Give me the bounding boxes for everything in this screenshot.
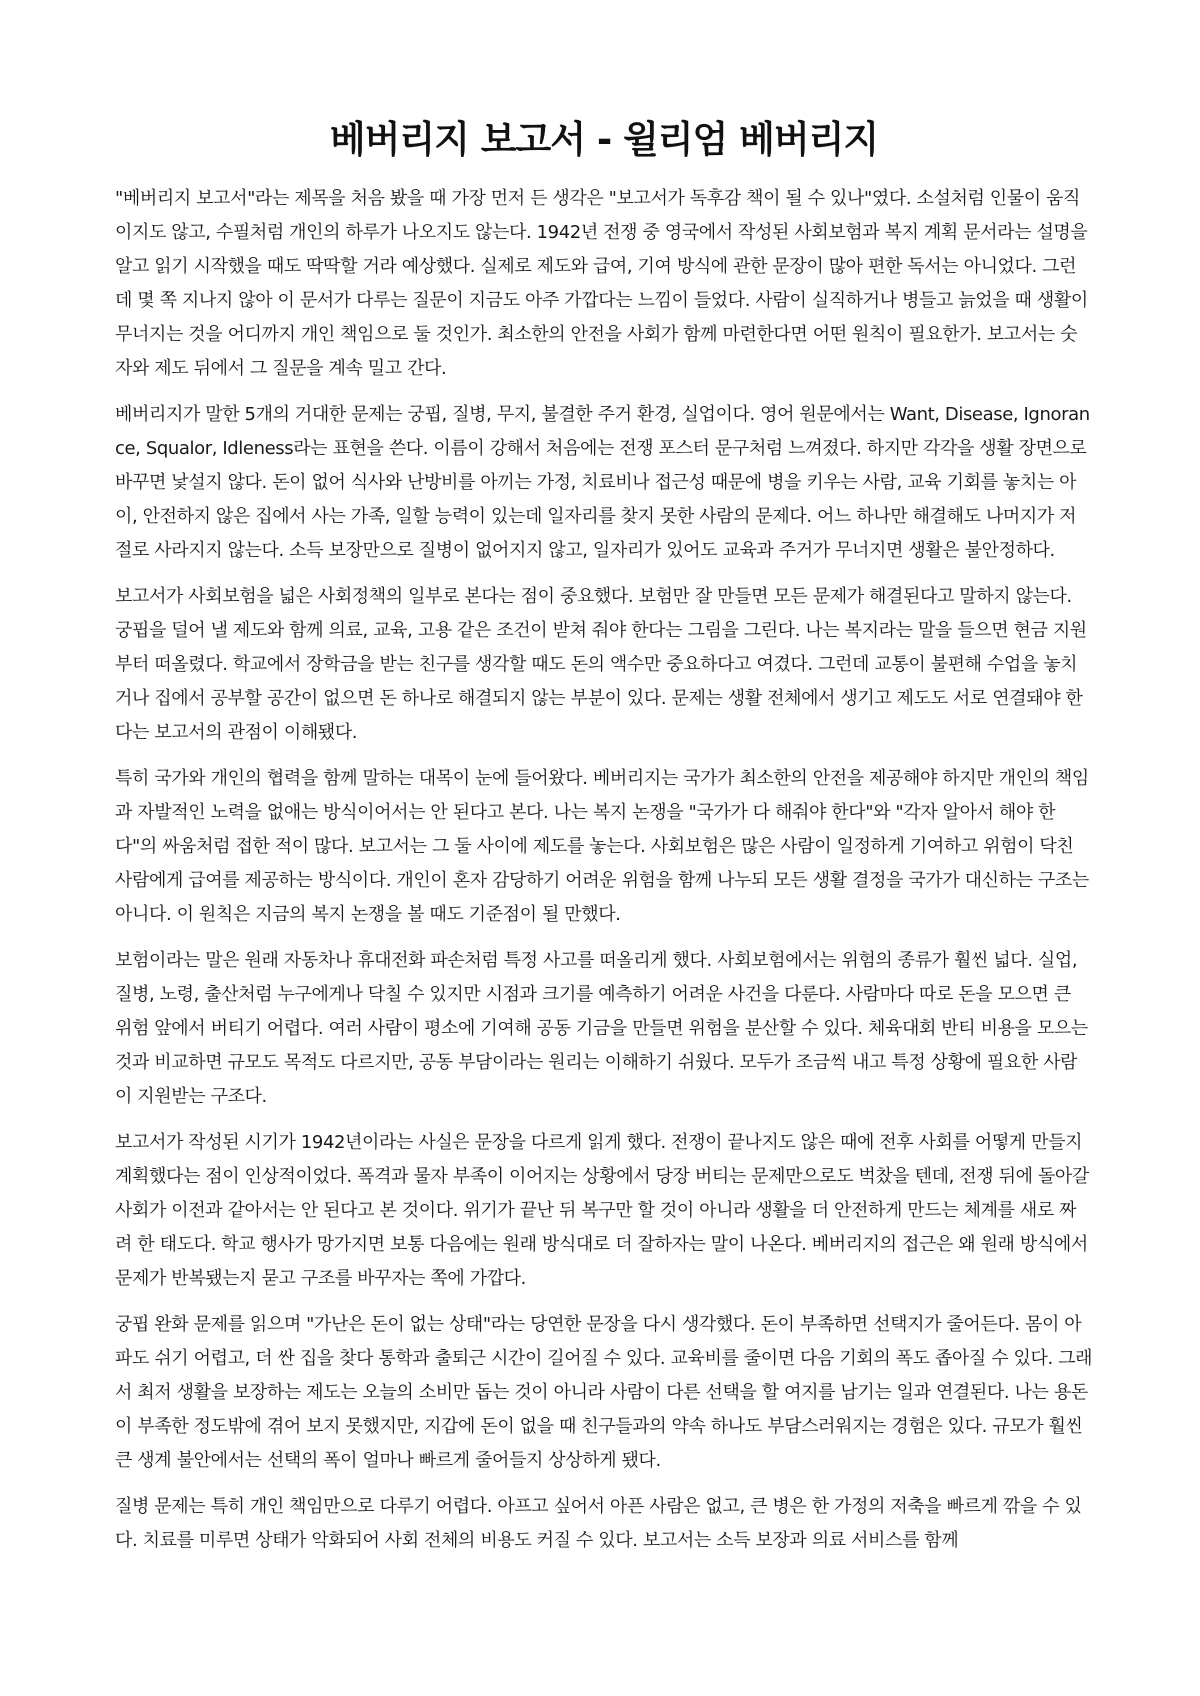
paragraph-2: 베버리지가 말한 5개의 거대한 문제는 궁핍, 질병, 무지, 불결한 주거 환경, 실업이다. 영어 원문에서는 Want, Disease, Ignorance, Squalor, Idleness라는 표현을 쓴다. 이름이 강해서 처음에는 전쟁 포스터 문구처럼 느껴졌다. 하지만 각각을 생활 장면으로 바꾸면 낯설지 않다. 돈이 없어 식사와 난방비를 아끼는 가정, 치료비나 접근성 때문에 병을 키우는 사람, 교육 기회를 놓치는 아이, 안전하지 않은 집에서 사는 가족, 일할 능력이 있는데 일자리를 찾지 못한 사람의 문제다. 어느 하나만 해결해도 나머지가 저절로 사라지지 않는다. 소득 보장만으로 질병이 없어지지 않고, 일자리가 있어도 교육과 주거가 무너지면 생활은 불안정하다. bbox=[115, 404, 1090, 562]
paragraph-6: 보고서가 작성된 시기가 1942년이라는 사실은 문장을 다르게 읽게 했다. 전쟁이 끝나지도 않은 때에 전후 사회를 어떻게 만들지 계획했다는 점이 인상적이었다. 폭격과 물자 부족이 이어지는 상황에서 당장 버티는 문제만으로도 벅찼을 텐데, 전쟁 뒤에 돌아갈 사회가 이전과 같아서는 안 된다고 본 것이다. 위기가 끝난 뒤 복구만 할 것이 아니라 생활을 더 안전하게 만드는 체계를 새로 짜려 한 태도다. 학교 행사가 망가지면 보통 다음에는 원래 방식대로 더 잘하자는 말이 나온다. 베버리지의 접근은 왜 원래 방식에서 문제가 반복됐는지 묻고 구조를 바꾸자는 쪽에 가깝다. bbox=[115, 1132, 1089, 1290]
paragraph-3: 보고서가 사회보험을 넓은 사회정책의 일부로 본다는 점이 중요했다. 보험만 잘 만들면 모든 문제가 해결된다고 말하지 않는다. 궁핍을 덜어 낼 제도와 함께 의료, 교육, 고용 같은 조건이 받쳐 줘야 한다는 그림을 그린다. 나는 복지라는 말을 들으면 현금 지원부터 떠올렸다. 학교에서 장학금을 받는 친구를 생각할 때도 돈의 액수만 중요하다고 여겼다. 그런데 교통이 불편해 수업을 놓치거나 집에서 공부할 공간이 없으면 돈 하나로 해결되지 않는 부분이 있다. 문제는 생활 전체에서 생기고 제도도 서로 연결돼야 한다는 보고서의 관점이 이해됐다. bbox=[115, 586, 1087, 744]
paragraph-7: 궁핍 완화 문제를 읽으며 "가난은 돈이 없는 상태"라는 당연한 문장을 다시 생각했다. 돈이 부족하면 선택지가 줄어든다. 몸이 아파도 쉬기 어렵고, 더 싼 집을 찾다 통학과 출퇴근 시간이 길어질 수 있다. 교육비를 줄이면 다음 기회의 폭도 좁아질 수 있다. 그래서 최저 생활을 보장하는 제도는 오늘의 소비만 돕는 것이 아니라 사람이 다른 선택을 할 여지를 남기는 일과 연결된다. 나는 용돈이 부족한 정도밖에 겪어 보지 못했지만, 지갑에 돈이 없을 때 친구들과의 약속 하나도 부담스러워지는 경험은 있다. 규모가 훨씬 큰 생계 불안에서는 선택의 폭이 얼마나 빠르게 줄어들지 상상하게 됐다. bbox=[115, 1314, 1093, 1472]
paragraph-1: "베버리지 보고서"라는 제목을 처음 봤을 때 가장 먼저 든 생각은 "보고서가 독후감 책이 될 수 있나"였다. 소설처럼 인물이 움직이지도 않고, 수필처럼 개인의 하루가 나오지도 않는다. 1942년 전쟁 중 영국에서 작성된 사회보험과 복지 계획 문서라는 설명을 알고 읽기 시작했을 때도 딱딱할 거라 예상했다. 실제로 제도와 급여, 기여 방식에 관한 문장이 많아 편한 독서는 아니었다. 그런데 몇 쪽 지나지 않아 이 문서가 다루는 질문이 지금도 아주 가깝다는 느낌이 들었다. 사람이 실직하거나 병들고 늙었을 때 생활이 무너지는 것을 어디까지 개인 책임으로 둘 것인가. 최소한의 안전을 사회가 함께 마련한다면 어떤 원칙이 필요한가. 보고서는 숫자와 제도 뒤에서 그 질문을 계속 밀고 간다. bbox=[115, 188, 1088, 380]
paragraph-5: 보험이라는 말은 원래 자동차나 휴대전화 파손처럼 특정 사고를 떠올리게 했다. 사회보험에서는 위험의 종류가 훨씬 넓다. 실업, 질병, 노령, 출산처럼 누구에게나 닥칠 수 있지만 시점과 크기를 예측하기 어려운 사건을 다룬다. 사람마다 따로 돈을 모으면 큰 위험 앞에서 버티기 어렵다. 여러 사람이 평소에 기여해 공동 기금을 만들면 위험을 분산할 수 있다. 체육대회 반티 비용을 모으는 것과 비교하면 규모도 목적도 다르지만, 공동 부담이라는 원리는 이해하기 쉬웠다. 모두가 조금씩 내고 특정 상황에 필요한 사람이 지원받는 구조다. bbox=[115, 950, 1088, 1108]
paragraph-4: 특히 국가와 개인의 협력을 함께 말하는 대목이 눈에 들어왔다. 베버리지는 국가가 최소한의 안전을 제공해야 하지만 개인의 책임과 자발적인 노력을 없애는 방식이어서는 안 된다고 본다. 나는 복지 논쟁을 "국가가 다 해줘야 한다"와 "각자 알아서 해야 한다"의 싸움처럼 접한 적이 많다. 보고서는 그 둘 사이에 제도를 놓는다. 사회보험은 많은 사람이 일정하게 기여하고 위험이 닥친 사람에게 급여를 제공하는 방식이다. 개인이 혼자 감당하기 어려운 위험을 함께 나누되 모든 생활 결정을 국가가 대신하는 구조는 아니다. 이 원칙은 지금의 복지 논쟁을 볼 때도 기준점이 될 만했다. bbox=[115, 768, 1089, 926]
paragraph-8: 질병 문제는 특히 개인 책임만으로 다루기 어렵다. 아프고 싶어서 아픈 사람은 없고, 큰 병은 한 가정의 저축을 빠르게 깎을 수 있다. 치료를 미루면 상태가 악화되어 사회 전체의 비용도 커질 수 있다. 보고서는 소득 보장과 의료 서비스를 함께 bbox=[115, 1496, 1082, 1552]
page-title: 베버리지 보고서 - 윌리엄 베버리지 bbox=[329, 118, 879, 161]
